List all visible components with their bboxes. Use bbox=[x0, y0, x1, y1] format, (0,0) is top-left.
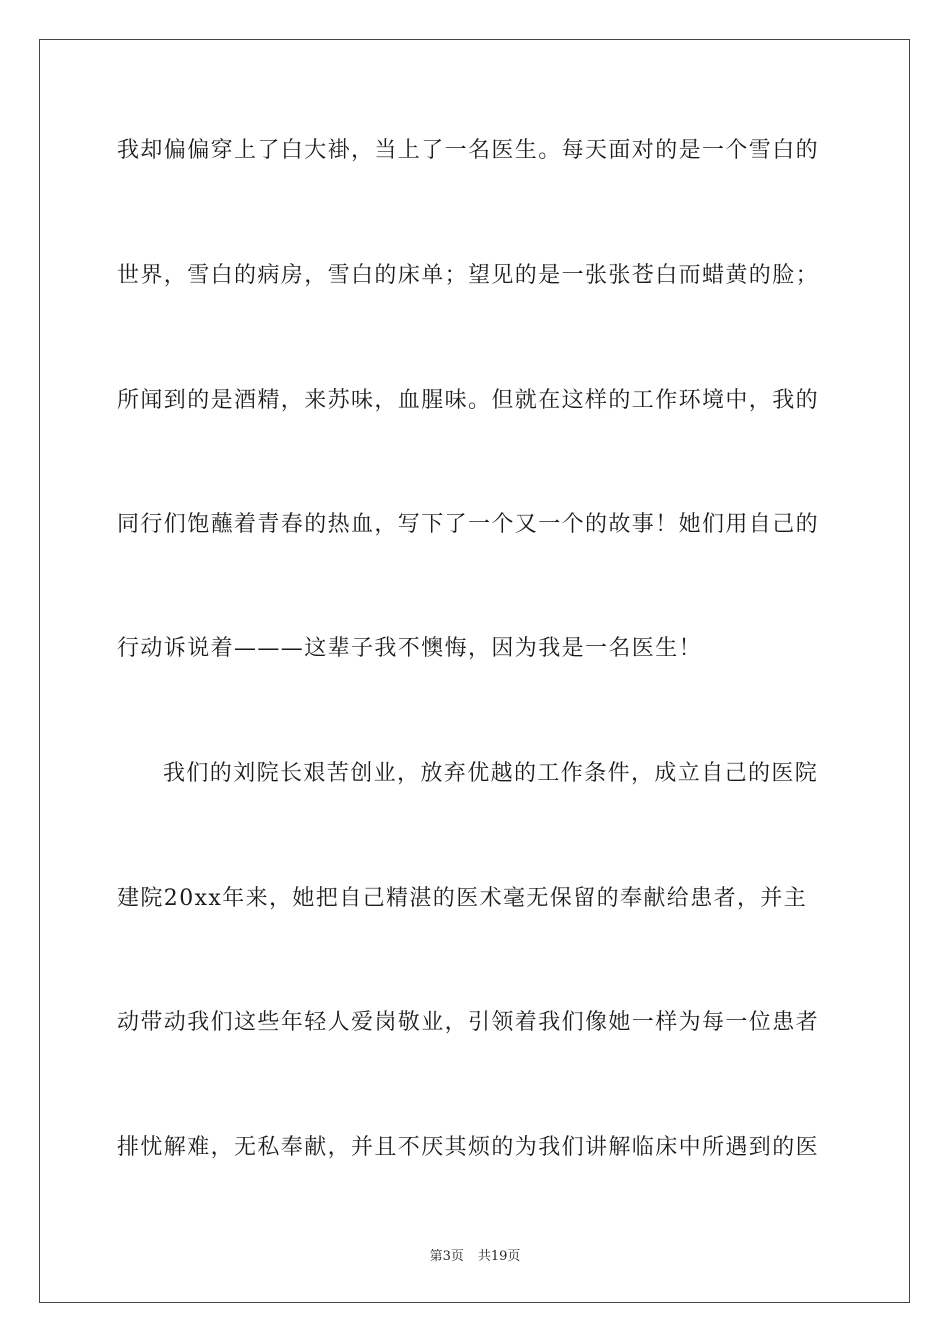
paragraph-line: 同行们饱蘸着青春的热血，写下了一个又一个的故事！她们用自己的 bbox=[117, 512, 820, 537]
page-total: 共19页 bbox=[477, 1249, 521, 1264]
paragraph-line: 世界，雪白的病房，雪白的床单；望见的是一张张苍白而蜡黄的脸； bbox=[117, 263, 820, 288]
paragraph-line: 我却偏偏穿上了白大褂，当上了一名医生。每天面对的是一个雪白的 bbox=[117, 138, 820, 163]
paragraph-line: 排忧解难，无私奉献，并且不厌其烦的为我们讲解临床中所遇到的医 bbox=[117, 1135, 820, 1160]
page-footer bbox=[0, 1247, 950, 1267]
paragraph-line: 动带动我们这些年轻人爱岗敬业，引领着我们像她一样为每一位患者 bbox=[117, 1010, 820, 1035]
paragraph-line: 所闻到的是酒精，来苏味，血腥味。但就在这样的工作环境中，我的 bbox=[117, 388, 820, 413]
paragraph-line: 建院20xx年来，她把自己精湛的医术毫无保留的奉献给患者，并主 bbox=[117, 886, 808, 911]
page-number: 第3页 bbox=[429, 1249, 464, 1264]
page-border bbox=[39, 39, 910, 1303]
paragraph-first-line: 我们的刘院长艰苦创业，放弃优越的工作条件，成立自己的医院 bbox=[163, 761, 819, 786]
paragraph-line: 行动诉说着———这辈子我不懊悔，因为我是一名医生！ bbox=[117, 636, 703, 661]
